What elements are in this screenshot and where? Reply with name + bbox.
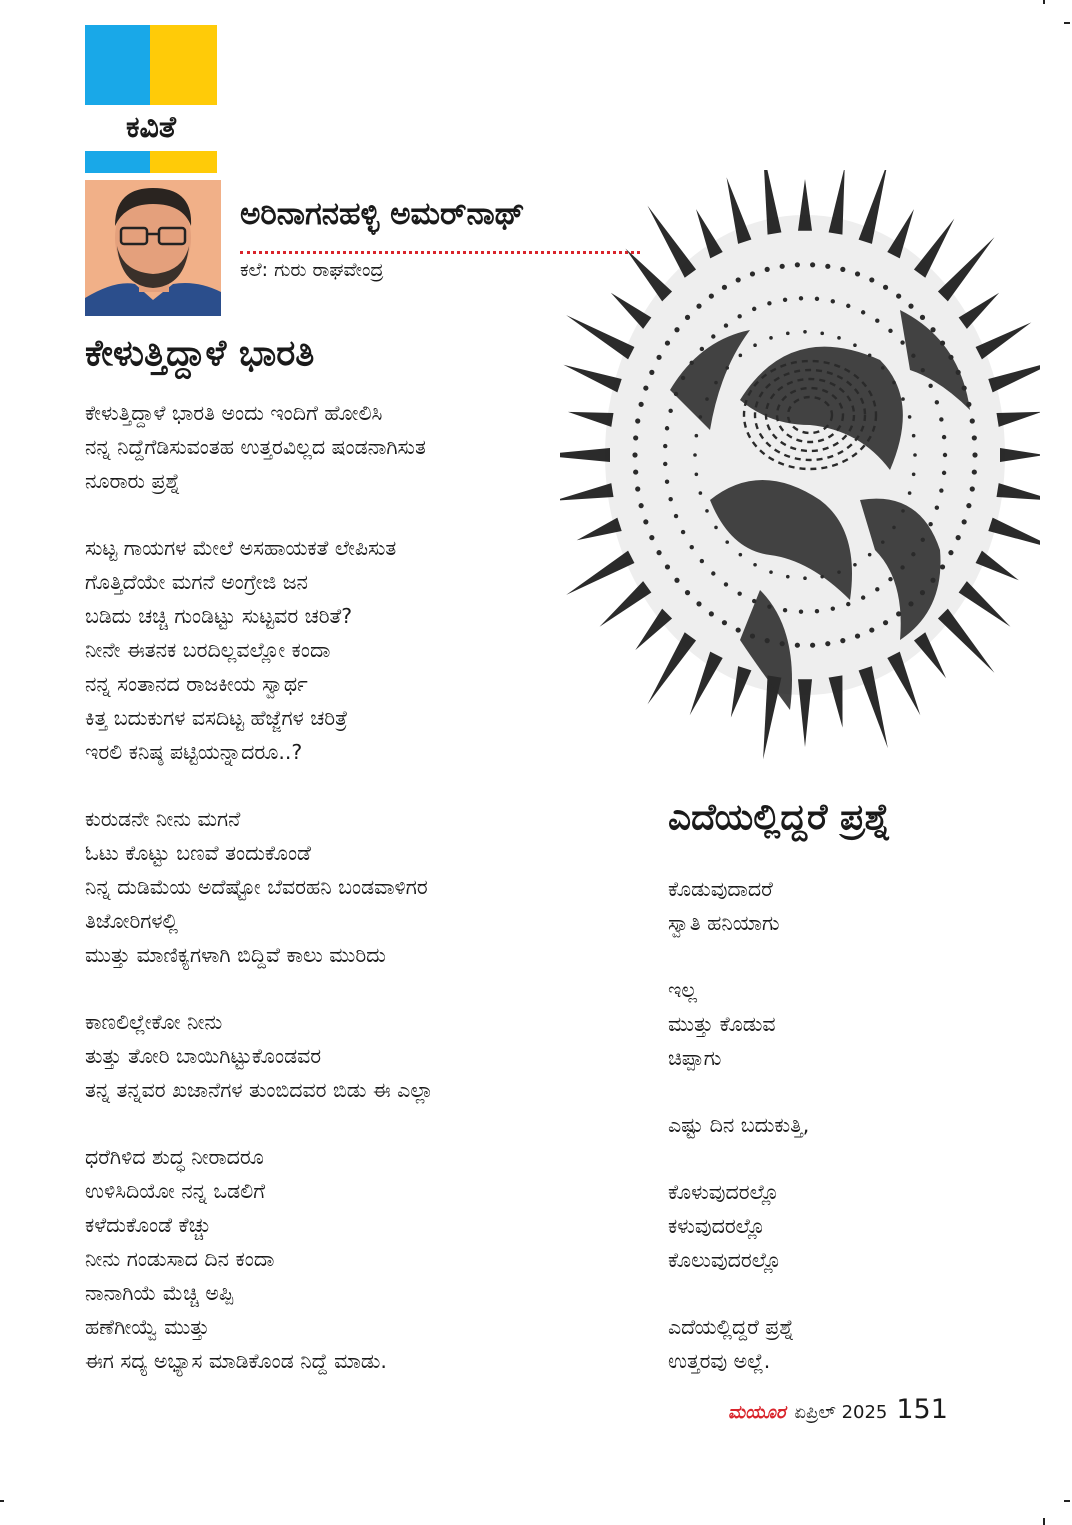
- stanza: [668, 1175, 809, 1277]
- poem-line: ಇರಲಿ ಕನಿಷ್ಠ ಪಟ್ಟಿಯನ್ನಾದರೂ..?: [85, 740, 303, 764]
- section-color-block-top: [85, 25, 217, 105]
- stanza: [668, 1108, 809, 1142]
- poem-line: ನೂರಾರು ಪ್ರಶ್ನೆ: [85, 469, 181, 493]
- blue-block: [85, 151, 150, 173]
- stanza: [85, 802, 433, 972]
- poem-line: ಕೇಳುತ್ತಿದ್ದಾಳೆ ಭಾರತಿ ಅಂದು ಇಂದಿಗೆ ಹೋಲಿಸಿ: [85, 401, 383, 425]
- poem-line: ಹಣೆಗೀಯ್ವೆ ಮುತ್ತು: [85, 1315, 210, 1339]
- crop-mark-right-top: [1064, 22, 1070, 24]
- poem-body: [85, 396, 433, 1411]
- poem-line: ಗೊತ್ತಿದೆಯೇ ಮಗನೆ ಅಂಗ್ರೇಜಿ ಜನ: [85, 570, 308, 594]
- poem-line: ನನ್ನ ಸಂತಾನದ ರಾಜಕೀಯ ಸ್ವಾರ್ಥ: [85, 672, 308, 696]
- poem-line: ಕಾಣಲಿಲ್ಲೇಕೋ ನೀನು: [85, 1010, 223, 1034]
- illustration-wash: [605, 215, 1005, 695]
- art-credit: ಕಲೆ: ಗುರು ರಾಘವೇಂದ್ರ: [240, 259, 384, 281]
- poem-line: ತನ್ನ ತನ್ನವರ ಖಜಾನೆಗಳ ತುಂಬಿದವರ ಬಿಡು ಈ ಎಲ್ಲಾ: [85, 1078, 434, 1102]
- yellow-block: [150, 25, 217, 105]
- crop-mark-bottom: [1043, 1518, 1045, 1525]
- crop-mark-right-bottom: [1064, 1500, 1070, 1502]
- author-portrait: [85, 180, 221, 316]
- poem-line: ತಿಜೋರಿಗಳಲ್ಲಿ: [85, 909, 178, 933]
- poem-line: ಮುತ್ತು ಮಾಣಿಕ್ಯಗಳಾಗಿ ಬಿದ್ದಿವೆ ಕಾಲು ಮುರಿದು: [85, 943, 386, 967]
- crop-mark-left: [0, 1500, 4, 1502]
- blue-block: [85, 25, 150, 105]
- page-number: 151: [896, 1394, 948, 1425]
- poem-line: ಕೊಲುವುದರಲ್ಲೊ: [668, 1248, 782, 1272]
- magazine-name: ಮಯೂರ: [728, 1402, 786, 1423]
- poem-line: ಉಳಿಸಿದಿಯೋ ನನ್ನ ಒಡಲಿಗೆ: [85, 1179, 266, 1203]
- poem-line: ಸ್ವಾತಿ ಹನಿಯಾಗು: [668, 911, 780, 935]
- stanza: [85, 396, 433, 498]
- illustration-stroke: [560, 448, 610, 462]
- poem-line: ಈಗ ಸದ್ಯ ಅಭ್ಯಾಸ ಮಾಡಿಕೊಂಡ ನಿದ್ದೆ ಮಾಡು.: [85, 1349, 387, 1373]
- poem-line: ಓಟು ಕೊಟ್ಟು ಬಣವೆ ತಂದುಕೊಂಡೆ: [85, 841, 311, 865]
- poem-line: ನಾನಾಗಿಯೆ ಮೆಚ್ಚಿ ಅಪ್ಪಿ: [85, 1281, 234, 1305]
- poem-line: ನೀನು ಗಂಡುಸಾದ ದಿನ ಕಂದಾ: [85, 1247, 275, 1271]
- poem-line: ಧರೆಗಿಳಿದ ಶುದ್ಧ ನೀರಾದರೂ: [85, 1145, 264, 1169]
- poem-line: ಕಳೆದುಕೊಂಡೆ ಕೆಚ್ಚು: [85, 1213, 212, 1237]
- issue-date: ಏಪ್ರಿಲ್ 2025: [794, 1402, 888, 1423]
- poem-line: ನಿನ್ನ ದುಡಿಮೆಯ ಅದೆಷ್ಟೋ ಬೆವರಹನಿ ಬಂಡವಾಳಿಗರ: [85, 875, 428, 899]
- stanza: [668, 1310, 809, 1378]
- section-logo: [85, 25, 217, 173]
- poem-line: ಇಲ್ಲ: [668, 978, 698, 1002]
- page-footer: [728, 1394, 948, 1425]
- poem-title: ಕೇಳುತ್ತಿದ್ದಾಳೆ ಭಾರತಿ: [85, 333, 315, 374]
- poem-line: ನನ್ನ ನಿದ್ದೆಗೆಡಿಸುವಂತಹ ಉತ್ತರವಿಲ್ಲದ ಷಂಡನಾಗಿಸುತ: [85, 435, 426, 459]
- crop-mark-top: [1043, 0, 1045, 4]
- poem-line: ಕೊಳುವುದರಲ್ಲೊ: [668, 1180, 780, 1204]
- illustration-stroke: [1000, 448, 1040, 462]
- poem-line: ಸುಟ್ಟ ಗಾಯಗಳ ಮೇಲೆ ಅಸಹಾಯಕತೆ ಲೇಪಿಸುತ: [85, 536, 397, 560]
- poem-line: ಕಳುವುದರಲ್ಲೊ: [668, 1214, 766, 1238]
- author-name: ಅರಿನಾಗನಹಳ್ಳಿ ಅಮರ್‌ನಾಥ್: [240, 196, 525, 232]
- stanza: [85, 1140, 433, 1378]
- poem-line: ಕೊಡುವುದಾದರೆ: [668, 877, 773, 901]
- poem-line: ಮುತ್ತು ಕೊಡುವ: [668, 1012, 776, 1036]
- stanza: [85, 531, 433, 769]
- yellow-block: [150, 151, 217, 173]
- section-label: ಕವಿತೆ: [126, 110, 176, 145]
- poem-line: ಉತ್ತರವು ಅಲ್ಲೆ.: [668, 1349, 771, 1373]
- poem-body-2: [668, 872, 809, 1411]
- poem-illustration: [560, 170, 1040, 780]
- poem-line: ಎಷ್ಟು ದಿನ ಬದುಕುತ್ತಿ,: [668, 1113, 810, 1137]
- poem-line: ತುತ್ತು ತೋರಿ ಬಾಯಿಗಿಟ್ಟುಕೊಂಡವರ: [85, 1044, 322, 1068]
- poem-line: ಕಿತ್ತ ಬದುಕುಗಳ ವಸದಿಟ್ಟ ಹೆಜ್ಜೆಗಳ ಚರಿತ್ರೆ: [85, 706, 348, 730]
- illustration-stroke: [560, 483, 614, 501]
- poem-line: ಬಡಿದು ಚಚ್ಚಿ ಗುಂಡಿಟ್ಟು ಸುಟ್ಟವರ ಚರಿತೆ?: [85, 604, 353, 628]
- poem-line: ಚಿಪ್ಪಾಗು: [668, 1046, 722, 1070]
- poem-line: ಕುರುಡನೇ ನೀನು ಮಗನೆ: [85, 807, 241, 831]
- poem-title-2: ಎದೆಯಲ್ಲಿದ್ದರೆ ಪ್ರಶ್ನೆ: [668, 797, 891, 838]
- stanza: [668, 872, 809, 940]
- stanza: [668, 973, 809, 1075]
- poem-line: ಎದೆಯಲ್ಲಿದ್ದರೆ ಪ್ರಶ್ನೆ: [668, 1315, 795, 1339]
- stanza: [85, 1005, 433, 1107]
- poem-line: ನೀನೇ ಈತನಕ ಬರದಿಲ್ಲವಲ್ಲೋ ಕಂದಾ: [85, 638, 331, 662]
- section-color-block-bottom: [85, 151, 217, 173]
